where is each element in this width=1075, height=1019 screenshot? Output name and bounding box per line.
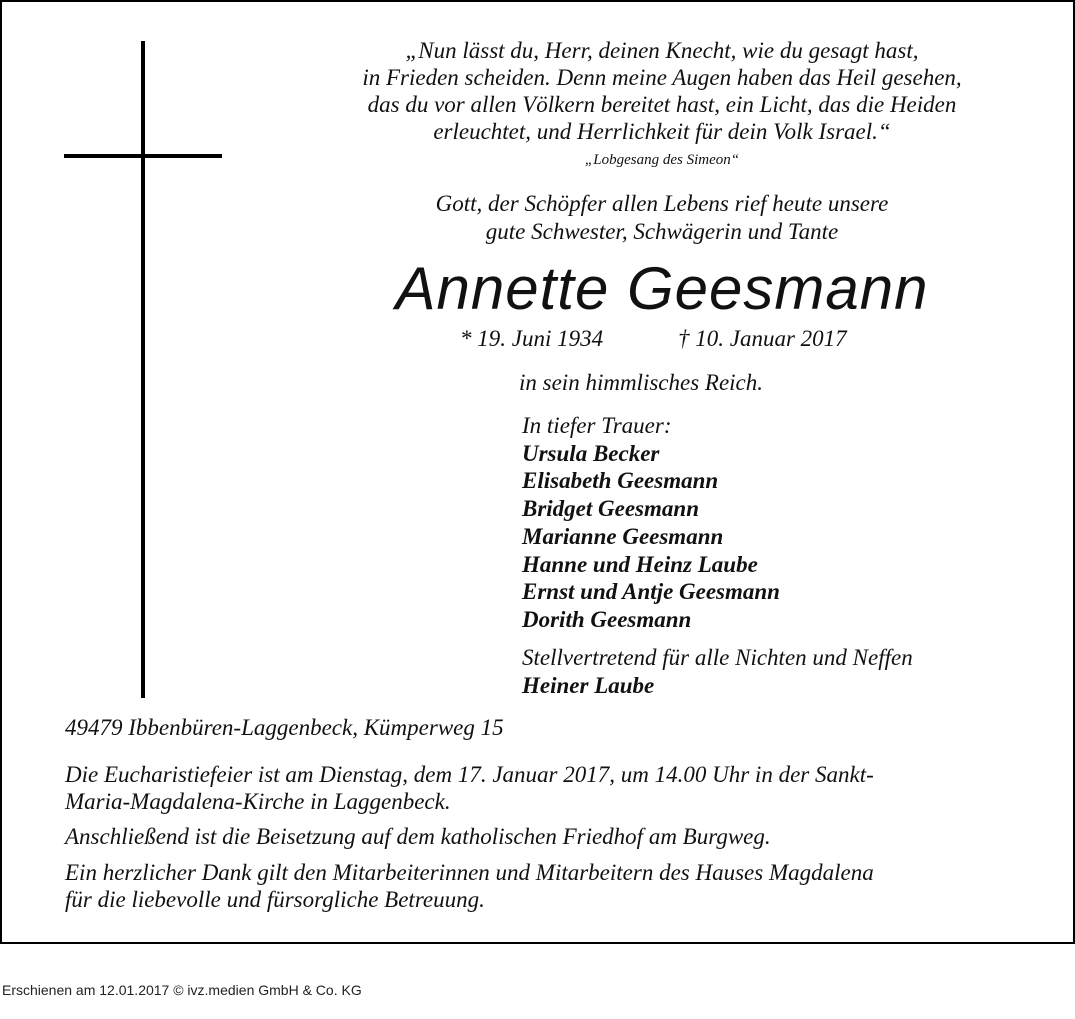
quote-line: das du vor allen Völkern bereitet hast, ein Licht, das die Heiden: [367, 92, 957, 117]
representative-name: Heiner Laube: [522, 673, 655, 698]
cross-icon-bar: [64, 154, 222, 158]
intro-line: gute Schwester, Schwägerin und Tante: [485, 219, 839, 244]
mourning-label: In tiefer Trauer:: [522, 413, 672, 438]
mourner-name: Ursula Becker: [522, 440, 660, 466]
intro-line: Gott, der Schöpfer allen Lebens rief heute unsere: [435, 191, 889, 216]
address: 49479 Ibbenbüren-Laggenbeck, Kümperweg 15: [65, 715, 504, 740]
birth-date: * 19. Juni 1934: [460, 326, 604, 351]
mourner-name: Ernst und Antje Geesmann: [522, 579, 780, 605]
mourner-name: Bridget Geesmann: [522, 496, 699, 522]
representative: [522, 644, 913, 700]
cross-icon: [141, 41, 145, 698]
mourner-name: Hanne und Heinz Laube: [522, 551, 758, 577]
burial-line: Anschließend ist die Beisetzung auf dem katholischen Friedhof am Burgweg.: [65, 824, 771, 849]
death-date: † 10. Januar 2017: [678, 326, 847, 351]
quote-line: in Frieden scheiden. Denn meine Augen haben das Heil gesehen,: [362, 65, 962, 90]
mourner-name: Marianne Geesmann: [522, 523, 724, 549]
bible-quote: [302, 37, 1022, 145]
mourner-name: Dorith Geesmann: [522, 606, 692, 632]
mourners-list: [522, 412, 780, 634]
service-line: Maria-Magdalena-Kirche in Laggenbeck.: [65, 789, 451, 814]
quote-line: „Nun lässt du, Herr, deinen Knecht, wie du gesagt hast,: [405, 38, 919, 63]
mourner-name: Elisabeth Geesmann: [522, 468, 719, 494]
thanks-line: Ein herzlicher Dank gilt den Mitarbeiterinnen und Mitarbeitern des Hauses Magdalena: [65, 860, 874, 885]
intro-text: [302, 190, 1022, 246]
representative-label: Stellvertretend für alle Nichten und Neffen: [522, 645, 913, 670]
burial-info: [65, 823, 1025, 850]
thanks-line: für die liebevolle und fürsorgliche Betreuung.: [65, 887, 485, 912]
quote-line: erleuchtet, und Herrlichkeit für dein Volk Israel.“: [433, 119, 891, 144]
quote-source: „Lobgesang des Simeon“: [584, 152, 740, 168]
service-line: Die Eucharistiefeier ist am Dienstag, dem 17. Januar 2017, um 14.00 Uhr in der Sankt-: [65, 762, 874, 787]
publication-footer: Erschienen am 12.01.2017 © ivz.medien GmbH & Co. KG: [2, 982, 362, 998]
thanks-info: [65, 859, 1025, 913]
deceased-name: Annette Geesmann: [395, 255, 929, 322]
reich-line: in sein himmlisches Reich.: [519, 370, 764, 395]
service-info: [65, 761, 1025, 815]
